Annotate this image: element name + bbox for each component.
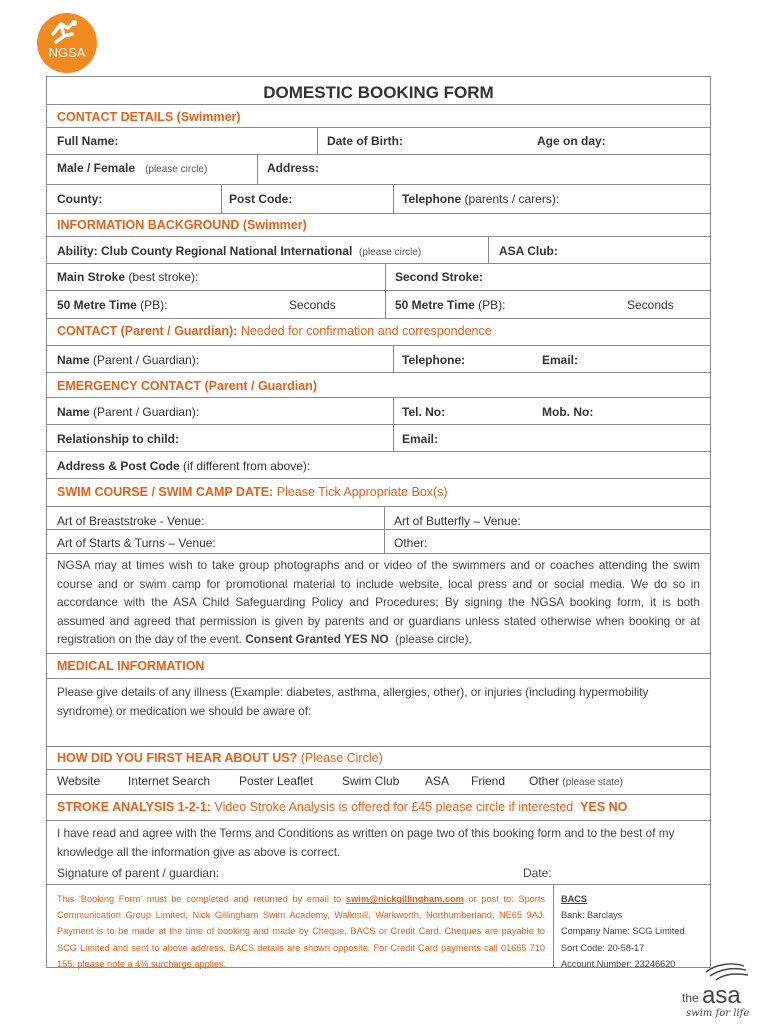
breaststroke-option[interactable]: Art of Breaststroke - Venue: (57, 514, 205, 528)
parent-telephone-field[interactable]: Telephone: (402, 353, 466, 367)
bank-name: Bank: Barclays (561, 910, 623, 921)
signature-field[interactable]: Signature of parent / guardian: (57, 866, 220, 880)
hear-option-website[interactable]: Website (57, 774, 101, 788)
submission-instructions: This 'Booking Form' must be completed and returned by email to swim@nickgillingham.com or post to: Sports Communication Group Limited, Nick Gillingham Swim Academy, Walkmill, Warkworth, Northumberland, NE65 9AJ. Payment is to be made at the time of booking and made by Cheque, BACS or Credit Card. Cheques are payable to SCG Limited and sent to above address. BACS details are shown opposite. For Credit Card payments call 01665 710 155, please note a 4% surcharge applies. (57, 894, 546, 969)
emergency-tel-field[interactable]: Tel. No: (402, 405, 446, 419)
info-background-heading: INFORMATION BACKGROUND (Swimmer) (57, 218, 307, 232)
hear-heading: HOW DID YOU FIRST HEAR ABOUT US? (Please Circle) (57, 751, 383, 765)
emergency-mob-field[interactable]: Mob. No: (542, 405, 594, 419)
consent-granted[interactable]: Consent Granted YES NO (245, 632, 389, 647)
contact-details-heading: CONTACT DETAILS (Swimmer) (57, 110, 241, 124)
svg-text:asa: asa (702, 982, 741, 1009)
medical-text[interactable]: Please give details of any illness (Example: diabetes, asthma, allergies, other), or injuries (including hypermobility syndrome) or medication we should be aware of: (57, 685, 649, 718)
agreement-text: I have read and agree with the Terms and Conditions as written on page two of this booking form and to the best of my knowledge all the information give as above is correct. (57, 826, 675, 859)
ngsa-logo (36, 12, 98, 74)
bacs-title: BACS (561, 894, 588, 904)
asa-logo (680, 962, 760, 1020)
svg-text:NGSA: NGSA (48, 45, 86, 60)
emergency-address-field[interactable]: Address & Post Code (if different from above): (57, 459, 311, 473)
svg-text:swim for life: swim for life (686, 1008, 750, 1019)
main-stroke-field[interactable]: Main Stroke (best stroke): (57, 270, 199, 284)
county-field[interactable]: County: (57, 192, 103, 206)
age-field[interactable]: Age on day: (537, 134, 606, 148)
hear-option-swim-club[interactable]: Swim Club (342, 774, 400, 788)
full-name-field[interactable]: Full Name: (57, 134, 119, 148)
second-stroke-field[interactable]: Second Stroke: (395, 270, 484, 284)
hear-option-other[interactable]: Other (please state) (529, 774, 623, 788)
fifty-time-2-field[interactable]: 50 Metre Time (PB): (395, 298, 506, 312)
date-field[interactable]: Date: (523, 866, 552, 880)
emergency-heading: EMERGENCY CONTACT (Parent / Guardian) (57, 379, 317, 393)
seconds-2: Seconds (627, 298, 674, 312)
telephone-field[interactable]: Telephone (parents / carers): (402, 192, 560, 206)
bacs-details (561, 891, 685, 972)
account-number: Account Number: 23246620 (561, 958, 676, 969)
form-title: DOMESTIC BOOKING FORM (263, 83, 494, 102)
consent-paragraph: NGSA may at times wish to take group photographs and or video of the swimmers and or coaches attending the swim course and or swim camp for promotional material to include website, local press and or social media. We do so in accordance with the ASA Child Safeguarding Policy and Procedures; By signing the NGSA booking form, it is both assumed and agreed that permission is given by parents and or guardians unless stated otherwise when booking or at registration on the day of the event. Consent Granted YES NO (please circle). (57, 558, 700, 647)
sort-code: Sort Code: 20-58-17 (561, 942, 645, 953)
hear-option-poster-leaflet[interactable]: Poster Leaflet (239, 774, 314, 788)
other-option[interactable]: Other: (394, 536, 428, 550)
svg-text:the: the (682, 991, 699, 1005)
parent-name-field[interactable]: Name (Parent / Guardian): (57, 353, 200, 367)
submission-email-link[interactable]: swim@nickgillingham.com (346, 894, 464, 904)
butterfly-option[interactable]: Art of Butterfly – Venue: (394, 514, 521, 528)
address-field[interactable]: Address: (267, 161, 320, 175)
emergency-email-field[interactable]: Email: (402, 432, 439, 446)
relationship-field[interactable]: Relationship to child: (57, 432, 179, 446)
seconds-1: Seconds (289, 298, 336, 312)
asa-club-field[interactable]: ASA Club: (499, 244, 558, 258)
dob-field[interactable]: Date of Birth: (327, 134, 403, 148)
ability-field[interactable]: Ability: Club County Regional National International (please circle) (57, 244, 422, 258)
hear-option-internet-search[interactable]: Internet Search (128, 774, 211, 788)
course-heading: SWIM COURSE / SWIM CAMP DATE: Please Tick Appropriate Box(s) (57, 485, 448, 499)
post-code-field[interactable]: Post Code: (229, 192, 293, 206)
booking-form (46, 76, 711, 968)
medical-heading: MEDICAL INFORMATION (57, 659, 205, 673)
hear-option-friend[interactable]: Friend (471, 774, 506, 788)
hear-option-asa[interactable]: ASA (425, 774, 450, 788)
contact-parent-heading: CONTACT (Parent / Guardian): Needed for confirmation and correspondence (57, 324, 492, 338)
emergency-name-field[interactable]: Name (Parent / Guardian): (57, 405, 200, 419)
starts-turns-option[interactable]: Art of Starts & Turns – Venue: (57, 536, 216, 550)
gender-field[interactable]: Male / Female (please circle) (57, 161, 208, 175)
fifty-time-1-field[interactable]: 50 Metre Time (PB): (57, 298, 168, 312)
parent-email-field[interactable]: Email: (542, 353, 579, 367)
stroke-analysis-yes-no[interactable]: YES NO (580, 800, 628, 814)
company-name: Company Name: SCG Limited (561, 926, 685, 937)
stroke-analysis-heading: STROKE ANALYSIS 1-2-1: Video Stroke Analysis is offered for £45 please circle if interested YES NO (57, 800, 628, 814)
